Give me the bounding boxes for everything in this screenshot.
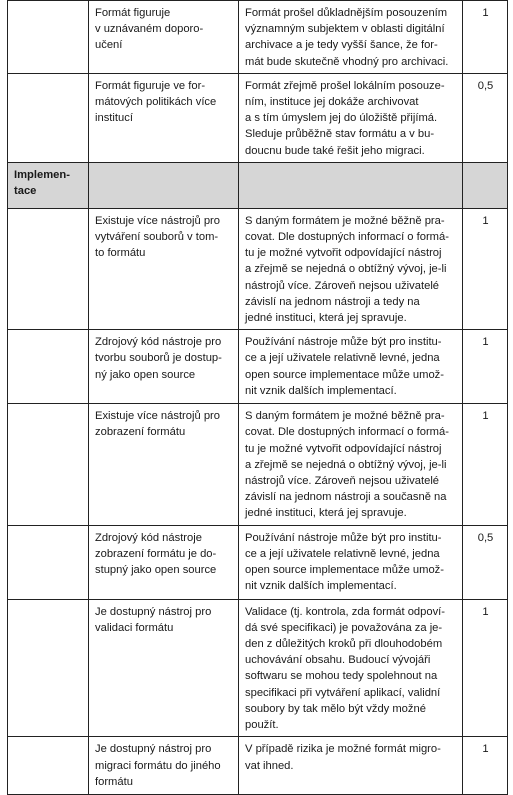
description-cell: V případě rizika je možné formát migro- vat ihned. — [239, 737, 463, 795]
description-cell: S daným formátem je možné běžně pra- covat. Dle dostupných informací o formá- tu je možné vytvořit odpovídající nástroj a zřejmě se nejedná o obtížný vývoj, je-li nástrojů více. Zároveň nejsou uživatelé závislí na jednom nástroji a tedy na jedné instituci, která jej spravuje. — [239, 208, 463, 329]
group-cell — [8, 208, 89, 329]
table-row — [8, 1, 508, 74]
criterion-cell: Existuje více nástrojů pro zobrazení formátu — [89, 404, 239, 525]
format-evaluation-table — [7, 0, 508, 795]
table-row — [8, 208, 508, 329]
description-cell: Používání nástroje může být pro institu- ce a její uživatele relativně levné, jedna open source implementace může umož- nit vznik dalších implementací. — [239, 330, 463, 404]
table-row — [8, 330, 508, 404]
section-header-row — [8, 162, 508, 208]
criterion-cell: Zdrojový kód nástroje zobrazení formátu je do- stupný jako open source — [89, 525, 239, 599]
description-cell: Formát prošel důkladnějším posouzením významným subjektem v oblasti digitální archivace a je tedy vyšší šance, že for- mát bude skutečně vhodný pro archivaci. — [239, 1, 463, 74]
description-cell: Validace (tj. kontrola, zda formát odpoví- dá své specifikaci) je považována za je- den z důležitých kroků při dlouhodobém uchovávání obsahu. Budoucí vývojáři softwaru se mohou tedy spolehnout na specifikaci při vytváření aplikací, validní soubory by tak mělo být vždy možné použít. — [239, 599, 463, 737]
group-cell — [8, 404, 89, 525]
criterion-cell: Zdrojový kód nástroje pro tvorbu souborů je dostup- ný jako open source — [89, 330, 239, 404]
score-cell: 1 — [463, 1, 508, 74]
score-cell: 0,5 — [463, 73, 508, 162]
group-cell — [8, 1, 89, 74]
score-cell: 1 — [463, 208, 508, 329]
criterion-cell: Je dostupný nástroj pro validaci formátu — [89, 599, 239, 737]
score-cell: 0,5 — [463, 525, 508, 599]
description-cell: S daným formátem je možné běžně pra- covat. Dle dostupných informací o formá- tu je možné vytvořit odpovídající nástroj a zřejmě se nejedná o obtížný vývoj, je-li nástrojů více. Zároveň nejsou uživatelé závislí na jednom nástroji a současně na jedné instituci, která jej spravuje. — [239, 404, 463, 525]
table-row — [8, 73, 508, 162]
section-empty-cell — [239, 162, 463, 208]
table-row — [8, 404, 508, 525]
table-row — [8, 599, 508, 737]
score-cell: 1 — [463, 737, 508, 795]
section-empty-cell — [463, 162, 508, 208]
group-cell — [8, 73, 89, 162]
criterion-cell: Je dostupný nástroj pro migraci formátu do jiného formátu — [89, 737, 239, 795]
group-cell — [8, 525, 89, 599]
description-cell: Formát zřejmě prošel lokálním posouze- ním, instituce jej dokáže archivovat a s tím úmyslem jej do úložiště přijímá. Sleduje průběžně stav formátu a v bu- doucnu bude také řešit jeho migraci. — [239, 73, 463, 162]
group-cell — [8, 599, 89, 737]
section-label: Implemen- tace — [8, 162, 89, 208]
score-cell: 1 — [463, 330, 508, 404]
score-cell: 1 — [463, 404, 508, 525]
criterion-cell: Formát figuruje ve for- mátových politikách více institucí — [89, 73, 239, 162]
table-row — [8, 525, 508, 599]
criterion-cell: Existuje více nástrojů pro vytváření souborů v tom- to formátu — [89, 208, 239, 329]
description-cell: Používání nástroje může být pro institu- ce a její uživatele relativně levné, jedna open source implementace může umož- nit vznik dalších implementací. — [239, 525, 463, 599]
section-empty-cell — [89, 162, 239, 208]
table-row — [8, 737, 508, 795]
score-cell: 1 — [463, 599, 508, 737]
group-cell — [8, 737, 89, 795]
criterion-cell: Formát figuruje v uznávaném doporo- učení — [89, 1, 239, 74]
group-cell — [8, 330, 89, 404]
